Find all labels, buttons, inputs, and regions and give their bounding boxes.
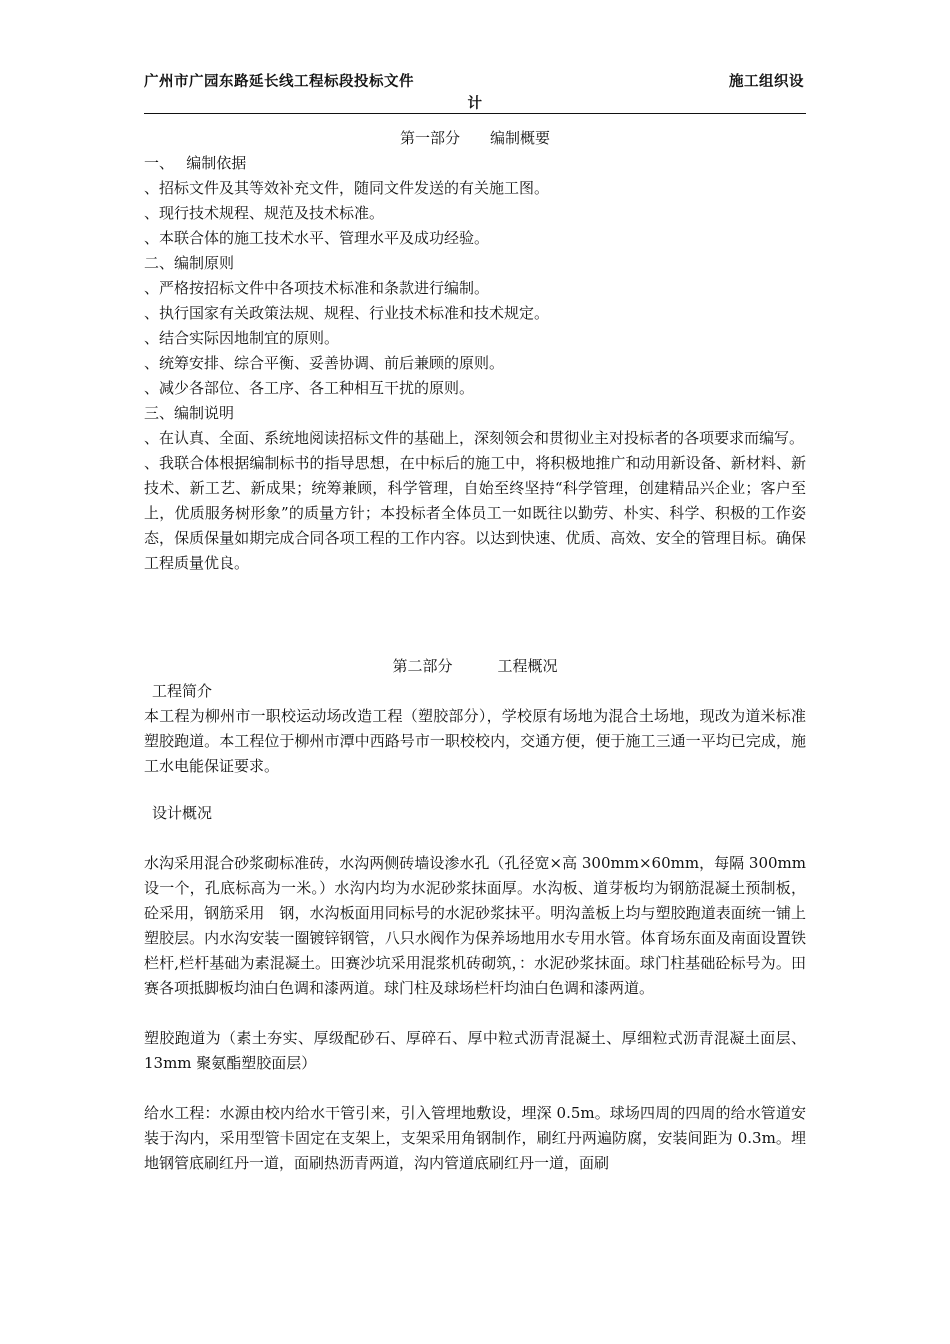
header-rule	[144, 113, 806, 114]
paragraph: 给水工程：水源由校内给水干管引来，引入管埋地敷设，埋深 0.5m。球场四周的四周的给水管道安装于沟内，采用型管卡固定在支架上，支架采用角钢制作，刷红丹两遍防腐，安装间距为 0.3m。埋地钢管底刷红丹一道，面刷热沥青两道，沟内管道底刷红丹一道，面刷	[144, 1104, 806, 1172]
list-item: 、现行技术规程、规范及技术标准。	[144, 204, 385, 222]
document-body	[144, 126, 806, 1176]
header-section-title-continued: 计	[467, 96, 483, 112]
list-item: 、统筹安排、综合平衡、妥善协调、前后兼顾的原则。	[144, 354, 505, 372]
paragraph: 水沟采用混合砂浆砌标准砖，水沟两侧砖墙设渗水孔（孔径宽×高 300mm×60mm，每隔 300mm 设一个，孔底标高为一米。）水沟内均为水泥砂浆抹面厚。水沟板、道芽板均为钢筋混凝土预制板，砼采用，钢筋采用 钢，水沟板面用同标号的水泥砂浆抹平。明沟盖板上均与塑胶跑道表面统一铺上塑胶层。内水沟安装一圈镀锌钢管，八只水阀作为保养场地用水专用水管。体育场东面及南面设置铁栏杆,栏杆基础为素混凝土。田赛沙坑采用混浆机砖砌筑，：水泥砂浆抹面。球门柱基础砼标号为。田赛各项抵脚板均油白色调和漆两道。球门柱及球场栏杆均油白色调和漆两道。	[144, 854, 806, 997]
list-item: 、招标文件及其等效补充文件，随同文件发送的有关施工图。	[144, 179, 550, 197]
list-item: 、减少各部位、各工序、各工种相互干扰的原则。	[144, 379, 475, 397]
section-heading-basis: 一、 编制依据	[144, 154, 247, 172]
list-item: 、执行国家有关政策法规、规程、行业技术标准和技术规定。	[144, 304, 550, 322]
paragraph: 本工程为柳州市一职校运动场改造工程（塑胶部分），学校原有场地为混合土场地，现改为道米标准塑胶跑道。本工程位于柳州市潭中西路号市一职校校内，交通方便，便于施工三通一平均已完成，施工水电能保证要求。	[144, 707, 806, 775]
part1-title: 第一部分 编制概要	[399, 129, 550, 147]
section-heading-intro: 工程简介	[152, 682, 213, 700]
list-item: 、结合实际因地制宜的原则。	[144, 329, 340, 347]
document-page	[144, 68, 806, 1172]
section-heading-principles: 二、编制原则	[144, 254, 235, 272]
page-header	[144, 68, 806, 112]
spacer	[144, 576, 806, 654]
paragraph: 塑胶跑道为（素土夯实、厚级配砂石、厚碎石、厚中粒式沥青混凝土、厚细粒式沥青混凝土面层、13mm 聚氨酯塑胶面层）	[144, 1029, 806, 1072]
paragraph: 、在认真、全面、系统地阅读招标文件的基础上，深刻领会和贯彻业主对投标者的各项要求而编写。	[144, 429, 805, 447]
header-document-title: 广州市广园东路延长线工程标段投标文件	[144, 74, 414, 90]
spacer	[144, 1076, 806, 1101]
paragraph: 、我联合体根据编制标书的指导思想，在中标后的施工中，将积极地推广和动用新设备、新材料、新技术、新工艺、新成果；统筹兼顾，科学管理，自始至终坚持“科学管理，创建精品兴企业；客户至上，优质服务树形象”的质量方针；本投标者全体员工一如既往以勤劳、朴实、科学、积极的工作姿态，保质保量如期完成合同各项工程的工作内容。以达到快速、优质、高效、安全的管理目标。确保工程质量优良。	[144, 454, 806, 572]
header-section-title: 施工组织设	[729, 74, 804, 90]
section-heading-design: 设计概况	[152, 804, 213, 822]
spacer	[144, 826, 806, 851]
list-item: 、本联合体的施工技术水平、管理水平及成功经验。	[144, 229, 490, 247]
part2-title: 第二部分 工程概况	[392, 657, 558, 675]
spacer	[144, 779, 806, 801]
spacer	[144, 1001, 806, 1026]
section-heading-notes: 三、编制说明	[144, 404, 235, 422]
list-item: 、严格按招标文件中各项技术标准和条款进行编制。	[144, 279, 490, 297]
